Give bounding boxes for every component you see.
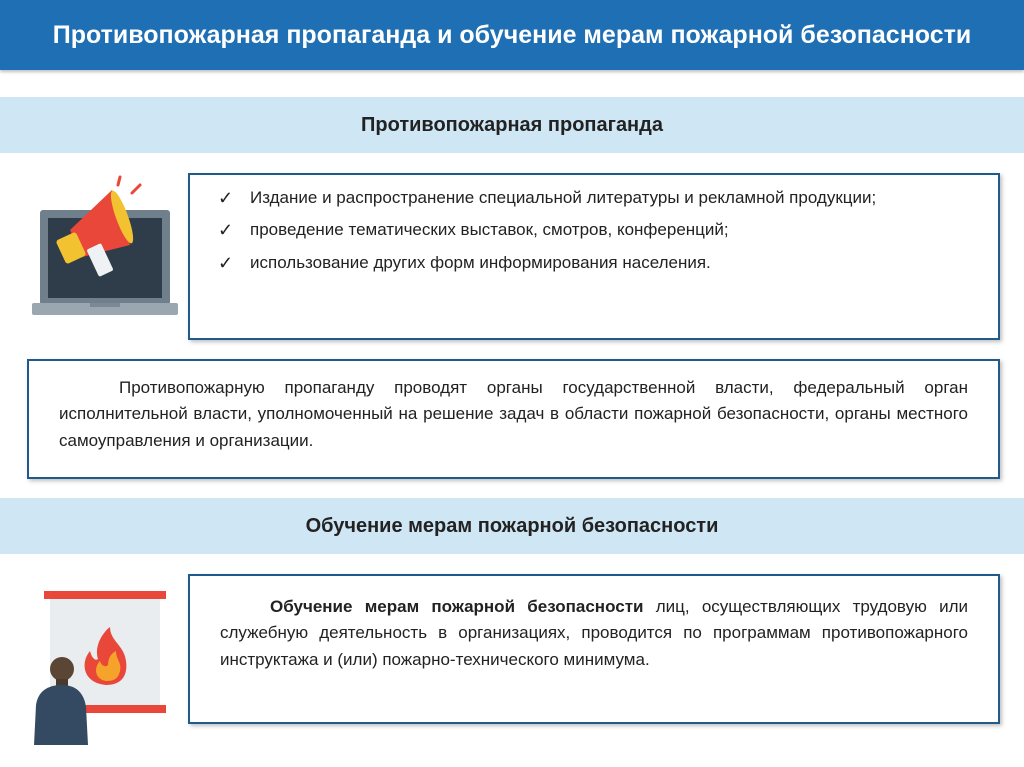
- propaganda-list: [190, 175, 998, 276]
- list-item-text: Издание и распространение специальной литературы и рекламной продукции;: [250, 188, 877, 207]
- training-text-bold: Обучение мерам пожарной безопасности: [270, 597, 644, 616]
- list-item: [218, 250, 968, 276]
- check-icon: ✓: [218, 252, 234, 273]
- check-icon: ✓: [218, 220, 234, 241]
- section-heading-propaganda: Противопожарная пропаганда: [0, 97, 1024, 153]
- propaganda-note: Противопожарную пропаганду проводят органы государственной власти, федеральный орган исполнительной власти, уполномоченный на решение задач в области пожарной безопасности, органы местного самоуправления и организации.: [59, 378, 968, 450]
- section-heading-training: Обучение мерам пожарной безопасности: [0, 498, 1024, 554]
- fire-board-icon: [28, 585, 173, 745]
- list-item-text: использование других форм информирования населения.: [250, 252, 711, 272]
- propaganda-list-box: [188, 173, 1000, 340]
- list-item: [218, 185, 968, 211]
- check-icon: ✓: [218, 188, 234, 208]
- training-text-rest: лиц, осуществляющих трудовую или служебную деятельность в организациях, проводится по программам противопожарного инструктажа и (или) пожарно-технического минимума.: [220, 597, 968, 669]
- list-item: [218, 217, 968, 243]
- page-title: Противопожарная пропаганда и обучение мерам пожарной безопасности: [0, 0, 1024, 70]
- training-box: [188, 574, 1000, 724]
- training-text: [190, 576, 998, 673]
- propaganda-note-box: [27, 359, 1000, 479]
- laptop-megaphone-icon: [30, 175, 180, 325]
- list-item-text: проведение тематических выставок, смотров, конференций;: [250, 220, 729, 240]
